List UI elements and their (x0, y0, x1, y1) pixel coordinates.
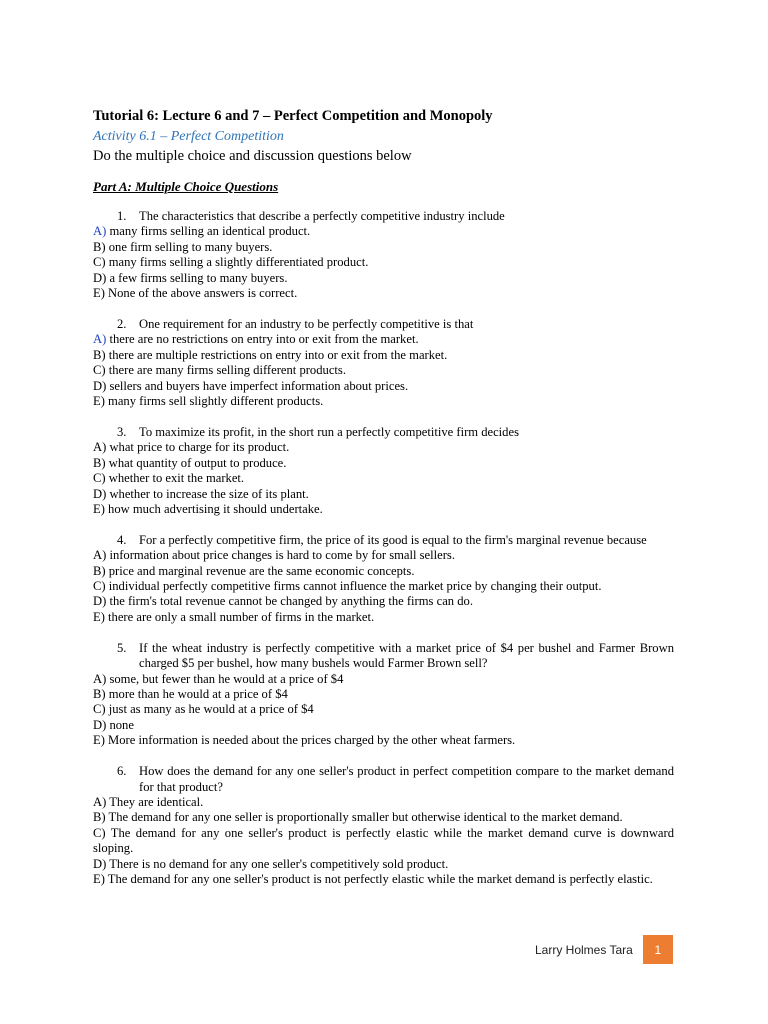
part-heading: Part A: Multiple Choice Questions (93, 179, 279, 194)
answer-option (93, 857, 674, 872)
option-letter: A) (93, 224, 107, 239)
option-text: some, but fewer than he would at a price of $4 (106, 671, 344, 686)
option-text: price and marginal revenue are the same economic concepts. (105, 563, 415, 578)
answer-option (93, 687, 674, 702)
question-text: For a perfectly competitive firm, the price of its good is equal to the firm's marginal revenue because (139, 532, 647, 547)
option-letter: C) (93, 579, 106, 594)
answer-option (93, 456, 674, 471)
question-text: The characteristics that describe a perfectly competitive industry include (139, 209, 505, 223)
answer-option (93, 733, 674, 748)
question-text: How does the demand for any one seller's product in perfect competition compare to the market demand for that product? (139, 764, 674, 794)
option-text: information about price changes is hard to come by for small sellers. (106, 548, 455, 563)
option-text: sellers and buyers have imperfect information about prices. (106, 378, 409, 393)
option-text: one firm selling to many buyers. (105, 239, 273, 254)
option-text: The demand for any one seller's product is perfectly elastic while the market demand curve is downward sloping. (93, 825, 674, 856)
option-text: More information is needed about the prices charged by the other wheat farmers. (104, 733, 516, 748)
option-text: a few firms selling to many buyers. (106, 270, 288, 285)
option-text: how much advertising it should undertake. (104, 501, 323, 516)
answer-option (93, 502, 674, 517)
option-letter: D) (93, 594, 107, 609)
answer-option (93, 271, 674, 286)
option-text: The demand for any one seller's product is not perfectly elastic while the market demand is perfectly elastic. (104, 871, 653, 886)
option-letter: E) (93, 871, 105, 886)
option-letter: E) (93, 733, 105, 748)
option-text: what quantity of output to produce. (105, 455, 287, 470)
option-letter: C) (93, 255, 106, 270)
question-stem (93, 317, 674, 332)
question-number: 4. (117, 532, 127, 547)
option-letter: E) (93, 286, 105, 301)
question-stem (93, 425, 674, 440)
answer-option (93, 579, 674, 594)
answer-option (93, 348, 674, 363)
option-letter: C) (93, 702, 106, 717)
option-letter: B) (93, 686, 106, 701)
option-text: there are no restrictions on entry into or exit from the market. (106, 332, 419, 347)
answer-option (93, 240, 674, 255)
answer-option (93, 286, 674, 301)
question-text: One requirement for an industry to be perfectly competitive is that (139, 316, 474, 331)
option-text: whether to exit the market. (105, 471, 245, 486)
question-text: To maximize its profit, in the short run a perfectly competitive firm decides (139, 424, 519, 439)
option-letter: A) (93, 548, 107, 563)
question-number: 5. (117, 640, 127, 655)
option-letter: B) (93, 455, 106, 470)
activity-heading: Activity 6.1 – Perfect Competition (93, 129, 284, 144)
answer-option (93, 471, 674, 486)
answer-option (93, 564, 674, 579)
option-letter: B) (93, 563, 106, 578)
answer-option (93, 610, 674, 625)
option-letter: E) (93, 609, 105, 624)
option-text: whether to increase the size of its plant. (106, 486, 309, 501)
answer-option (93, 363, 674, 378)
option-text: individual perfectly competitive firms cannot influence the market price by changing their output. (105, 579, 602, 594)
answer-option (93, 487, 674, 502)
question-number: 1. (117, 209, 127, 223)
option-text: The demand for any one seller is proportionally smaller but otherwise identical to the market demand. (105, 810, 623, 825)
option-letter: D) (93, 378, 107, 393)
option-text: there are only a small number of firms in the market. (104, 609, 375, 624)
option-text: There is no demand for any one seller's competitively sold product. (106, 856, 449, 871)
answer-option (93, 810, 674, 825)
question-stem (93, 533, 674, 548)
option-text: the firm's total revenue cannot be changed by anything the firms can do. (106, 594, 473, 609)
footer-author: Larry Holmes Tara (535, 942, 633, 957)
option-letter: D) (93, 856, 107, 871)
page-footer (535, 935, 673, 964)
question-item (93, 209, 674, 301)
question-item (93, 425, 674, 517)
question-number: 3. (117, 424, 127, 439)
option-text: there are multiple restrictions on entry into or exit from the market. (105, 347, 448, 362)
intro-text: Do the multiple choice and discussion questions below (93, 148, 412, 164)
answer-option (93, 702, 674, 717)
question-number: 2. (117, 316, 127, 331)
option-letter: A) (93, 794, 107, 809)
option-text: there are many firms selling different products. (105, 363, 346, 378)
option-text: what price to charge for its product. (106, 440, 290, 455)
option-letter: E) (93, 501, 105, 516)
option-text: just as many as he would at a price of $4 (105, 702, 314, 717)
answer-option (93, 394, 674, 409)
answer-option (93, 332, 674, 347)
document-page (93, 107, 674, 903)
question-number: 6. (117, 764, 127, 779)
option-letter: D) (93, 486, 107, 501)
option-letter: E) (93, 393, 105, 408)
question-stem (93, 641, 674, 672)
option-letter: B) (93, 810, 106, 825)
option-text: none (106, 717, 134, 732)
page-title: Tutorial 6: Lecture 6 and 7 – Perfect Competition and Monopoly (93, 108, 493, 124)
question-list (93, 209, 674, 887)
answer-option (93, 255, 674, 270)
question-stem (93, 209, 674, 224)
option-text: many firms sell slightly different products. (104, 393, 324, 408)
answer-option (93, 379, 674, 394)
option-text: many firms selling an identical product. (106, 224, 311, 239)
option-letter: A) (93, 440, 107, 455)
option-letter: A) (93, 671, 107, 686)
option-text: more than he would at a price of $4 (105, 686, 288, 701)
option-letter: B) (93, 239, 106, 254)
answer-option (93, 224, 674, 239)
option-letter: C) (93, 471, 106, 486)
question-stem (93, 764, 674, 795)
option-letter: D) (93, 717, 107, 732)
question-item (93, 641, 674, 749)
question-item (93, 317, 674, 409)
option-letter: B) (93, 347, 106, 362)
answer-option (93, 440, 674, 455)
option-letter: A) (93, 332, 107, 347)
question-item (93, 533, 674, 625)
option-text: many firms selling a slightly differentiated product. (105, 255, 369, 270)
answer-option (93, 548, 674, 563)
option-letter: C) (93, 825, 106, 840)
option-letter: C) (93, 363, 106, 378)
answer-option (93, 872, 674, 887)
answer-option (93, 718, 674, 733)
page-number-badge: 1 (643, 935, 673, 964)
answer-option (93, 826, 674, 857)
option-letter: D) (93, 270, 107, 285)
question-item (93, 764, 674, 887)
option-text: They are identical. (106, 794, 204, 809)
option-text: None of the above answers is correct. (104, 286, 298, 301)
answer-option (93, 672, 674, 687)
answer-option (93, 795, 674, 810)
question-text: If the wheat industry is perfectly competitive with a market price of $4 per bushel and Farmer Brown charged $5 per bushel, how many bushels would Farmer Brown sell? (139, 640, 674, 671)
answer-option (93, 594, 674, 609)
